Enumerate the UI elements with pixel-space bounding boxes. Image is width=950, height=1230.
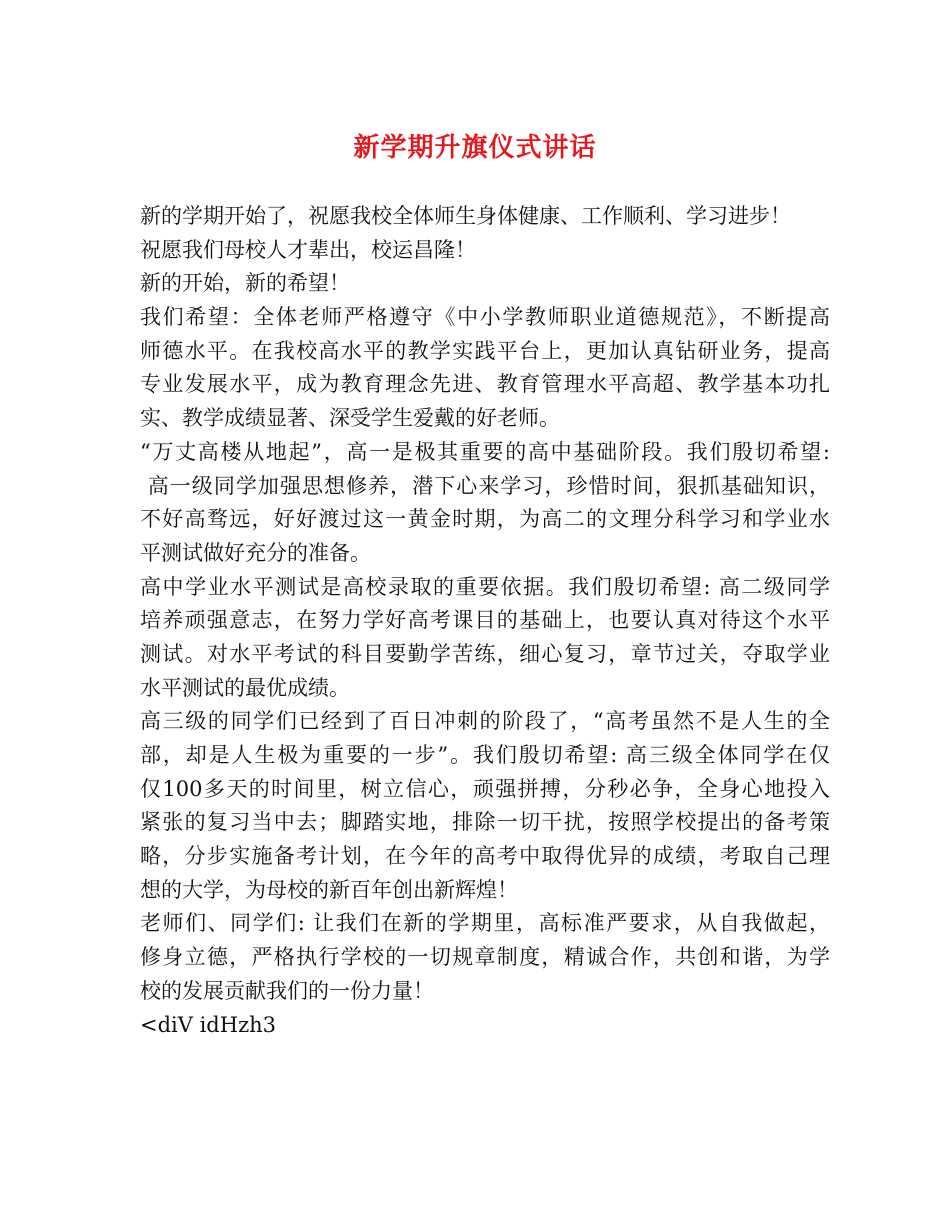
body-line: 高三级的同学们已经到了百日冲刺的阶段了，“高考虽然不是人生的全 [140,709,830,734]
body-line: 专业发展水平，成为教育理念先进、教育管理水平高超、教学基本功扎 [140,372,830,397]
body-line: 测试。对水平考试的科目要勤学苦练，细心复习，章节过关，夺取学业 [140,641,830,666]
body-line: 紧张的复习当中去；脚踏实地，排除一切干扰，按照学校提出的备考策 [140,810,830,835]
body-line: 略，分步实施备考计划，在今年的高考中取得优异的成绩，考取自己理 [140,844,830,869]
body-line: 祝愿我们母校人才辈出，校运昌隆！ [140,237,476,262]
body-line: 高一级同学加强思想修养，潜下心来学习，珍惜时间，狠抓基础知识， [140,473,830,498]
body-line: 想的大学，为母校的新百年创出新辉煌！ [140,877,518,902]
document-title: 新学期升旗仪式讲话 [353,133,597,163]
body-line: 新的学期开始了，祝愿我校全体师生身体健康、工作顺利、学习进步！ [140,204,791,228]
body-line: 部，却是人生极为重要的一步”。我们殷切希望: 高三级全体同学在仅 [140,743,830,767]
body-line: 仅100多天的时间里，树立信心，顽强拼搏，分秒必争，全身心地投入 [140,776,830,801]
body-line: 新的开始，新的希望！ [140,271,350,296]
body-line: 我们希望：全体老师严格遵守《中小学教师职业道德规范》，不断提高 [140,305,830,330]
body-line: 水平测试的最优成绩。 [140,675,350,700]
body-line: 平测试做好充分的准备。 [140,540,371,565]
body-line: 高中学业水平测试是高校录取的重要依据。我们殷切希望: 高二级同学 [140,574,830,599]
body-line: 不好高骛远，好好渡过这一黄金时期，为高二的文理分科学习和学业水 [140,507,830,532]
body-line: 师德水平。在我校高水平的教学实践平台上，更加认真钻研业务，提高 [140,338,830,363]
body-line: 培养顽强意志，在努力学好高考课目的基础上，也要认真对待这个水平 [140,608,830,633]
body-line: “万丈高楼从地起”，高一是极其重要的高中基础阶段。我们殷切希望: [140,439,830,464]
body-line: <diV idHzh3 [140,1012,277,1037]
body-line: 实、教学成绩显著、深受学生爱戴的好老师。 [140,406,560,431]
document-body [140,200,830,1042]
body-line: 校的发展贡献我们的一份力量！ [140,978,434,1003]
body-line: 老师们、同学们: 让我们在新的学期里，高标准严要求，从自我做起， [140,911,830,936]
body-line: 修身立德，严格执行学校的一切规章制度，精诚合作，共创和谐，为学 [140,945,830,970]
